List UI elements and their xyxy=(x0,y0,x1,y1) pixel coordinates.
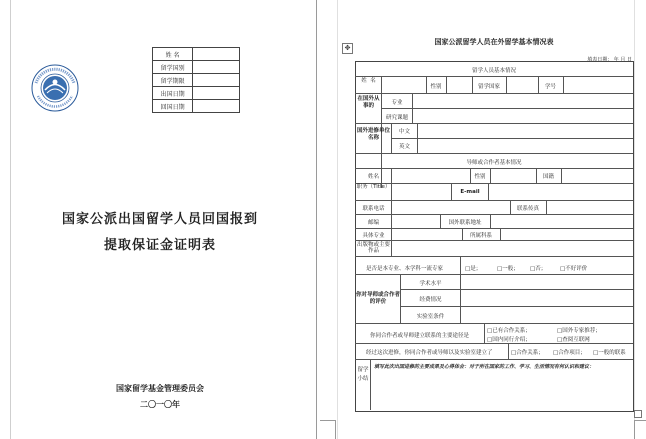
department-label: 所属科系 xyxy=(469,233,492,239)
row-divider xyxy=(355,240,633,241)
expert-question: 是否是本专业、本学科一流专家 xyxy=(366,266,444,272)
col-divider xyxy=(490,168,491,183)
specialty-label: 具体专业 xyxy=(362,233,385,239)
row-divider xyxy=(355,228,633,229)
table-resize-handle[interactable] xyxy=(634,410,642,418)
eval-academic: 学术水平 xyxy=(419,281,442,287)
crop-mark xyxy=(634,420,646,421)
col-divider xyxy=(412,93,413,123)
publications-label: 出版物或主要作品 xyxy=(356,242,390,254)
row-divider xyxy=(355,200,633,201)
table-row xyxy=(153,48,240,61)
address-label: 国外联系地址 xyxy=(448,220,482,226)
col-divider xyxy=(490,214,491,228)
col-divider xyxy=(417,123,418,153)
col-divider xyxy=(446,76,447,93)
row-divider xyxy=(355,256,633,257)
record-value[interactable] xyxy=(193,100,240,113)
fax-label: 联系传真 xyxy=(516,206,539,212)
abroad-activity-label: 在国外从事的 xyxy=(357,96,380,109)
row-divider xyxy=(400,306,633,307)
col-divider xyxy=(546,200,547,214)
right-page-margin-right xyxy=(634,0,635,439)
expert-option-unknown[interactable]: □不好评价 xyxy=(560,266,588,272)
postcode-label: 邮编 xyxy=(367,220,379,226)
row-divider xyxy=(355,323,633,324)
record-value[interactable] xyxy=(193,61,240,74)
csc-emblem-logo xyxy=(30,63,80,113)
connection-expert-referral[interactable]: □国外专家推荐； xyxy=(557,328,601,334)
col-divider xyxy=(484,323,485,343)
visit-option-cooperation[interactable]: □合作关系； xyxy=(511,350,544,356)
record-table xyxy=(152,47,240,113)
page-divider xyxy=(316,0,317,439)
connection-internet[interactable]: □查阅互联网 xyxy=(557,337,590,343)
col-divider xyxy=(561,168,562,183)
chinese-label: 中文 xyxy=(398,129,410,135)
summary-label: 留学小结 xyxy=(357,367,369,382)
row-divider xyxy=(355,183,633,184)
row-divider xyxy=(355,76,633,77)
position-label: 职务（Title） xyxy=(356,184,391,190)
row-divider xyxy=(381,108,633,109)
email-label: E-mail xyxy=(460,189,480,195)
row-divider xyxy=(355,274,633,275)
host-institution-label: 国外进修单位名称 xyxy=(356,128,390,141)
student-no-label: 学号 xyxy=(544,84,556,90)
crop-mark xyxy=(634,420,635,439)
record-label: 留学期限 xyxy=(153,74,193,87)
col-divider xyxy=(500,228,501,240)
col-divider xyxy=(460,274,461,323)
name-label: 姓 名 xyxy=(361,78,376,84)
col-divider xyxy=(563,76,564,93)
eval-lab: 实验室条件 xyxy=(416,314,445,320)
eval-funding: 经费情况 xyxy=(419,297,442,303)
col-divider xyxy=(460,256,461,274)
connection-peer-intro[interactable]: □国内同行介绍； xyxy=(487,337,531,343)
col-divider xyxy=(391,168,392,256)
issue-year: 二〇一〇年 xyxy=(140,399,180,409)
left-page-margin xyxy=(10,0,11,439)
col-divider xyxy=(506,76,507,93)
table-row xyxy=(153,74,240,87)
issuer-name: 国家留学基金管理委员会 xyxy=(116,383,204,393)
section-header-student: 留学人员基本情况 xyxy=(471,68,516,74)
row-divider xyxy=(355,123,633,124)
gender-label: 性别 xyxy=(430,84,442,90)
record-value[interactable] xyxy=(193,48,240,61)
evaluation-label: 你对导师或合作者的评价 xyxy=(356,292,401,305)
expert-option-no[interactable]: □否； xyxy=(530,266,547,272)
row-divider xyxy=(355,93,633,94)
crop-mark xyxy=(320,420,336,421)
connection-question: 你同合作者或导师建立联系的主要途径是 xyxy=(370,333,470,339)
document-title-line1: 国家公派出国留学人员回国报到 xyxy=(61,212,258,227)
english-label: 英文 xyxy=(398,144,410,150)
row-divider xyxy=(355,153,633,154)
row-divider xyxy=(355,168,633,169)
section-header-advisor: 导师或合作者基本情况 xyxy=(466,160,522,166)
col-divider xyxy=(488,183,489,200)
record-label: 留学国别 xyxy=(153,61,193,74)
fill-date: 填表日期： 年 月 日 xyxy=(587,57,632,63)
advisor-gender-label: 性别 xyxy=(474,174,486,180)
table-row xyxy=(153,61,240,74)
nationality-label: 国籍 xyxy=(542,174,554,180)
record-value[interactable] xyxy=(193,74,240,87)
record-label: 回国日期 xyxy=(153,100,193,113)
record-label: 出国日期 xyxy=(153,87,193,100)
col-divider xyxy=(370,359,371,410)
row-divider xyxy=(355,359,633,360)
summary-hint[interactable]: 填写此次出国进修的主要成果及心得体会：对于所在国家的工作、学习、生活情况有何认识和建议： xyxy=(374,364,595,370)
row-divider xyxy=(391,138,633,139)
record-label: 姓 名 xyxy=(153,48,193,61)
table-row xyxy=(153,100,240,113)
connection-existing[interactable]: □已有合作关系； xyxy=(487,328,531,334)
document-title-line2: 提取保证金证明表 xyxy=(103,238,216,253)
table-move-handle-icon[interactable]: ✥ xyxy=(342,43,353,54)
row-divider xyxy=(355,214,633,215)
visit-option-project[interactable]: □合作项目； xyxy=(553,350,586,356)
visit-option-general[interactable]: □一般的联系 xyxy=(593,350,626,356)
advisor-name-label: 姓名 xyxy=(367,174,379,180)
col-divider xyxy=(508,343,509,359)
row-divider xyxy=(355,343,633,344)
crop-mark xyxy=(335,420,336,439)
form-title: 国家公派留学人员在外留学基本情况表 xyxy=(434,37,554,46)
right-page-margin-left xyxy=(337,0,338,439)
major-label: 专业 xyxy=(391,100,403,106)
phone-label: 联系电话 xyxy=(362,206,385,212)
study-country-label: 留学国家 xyxy=(477,84,500,90)
expert-option-yes[interactable]: □是； xyxy=(465,266,482,272)
visit-question: 经过这次进修，你同合作者或导师以及实验室建立了 xyxy=(366,350,493,356)
table-row xyxy=(153,87,240,100)
expert-option-average[interactable]: □一般； xyxy=(497,266,519,272)
research-topic-label: 研究课题 xyxy=(385,115,408,121)
record-value[interactable] xyxy=(193,87,240,100)
row-divider xyxy=(400,289,633,290)
